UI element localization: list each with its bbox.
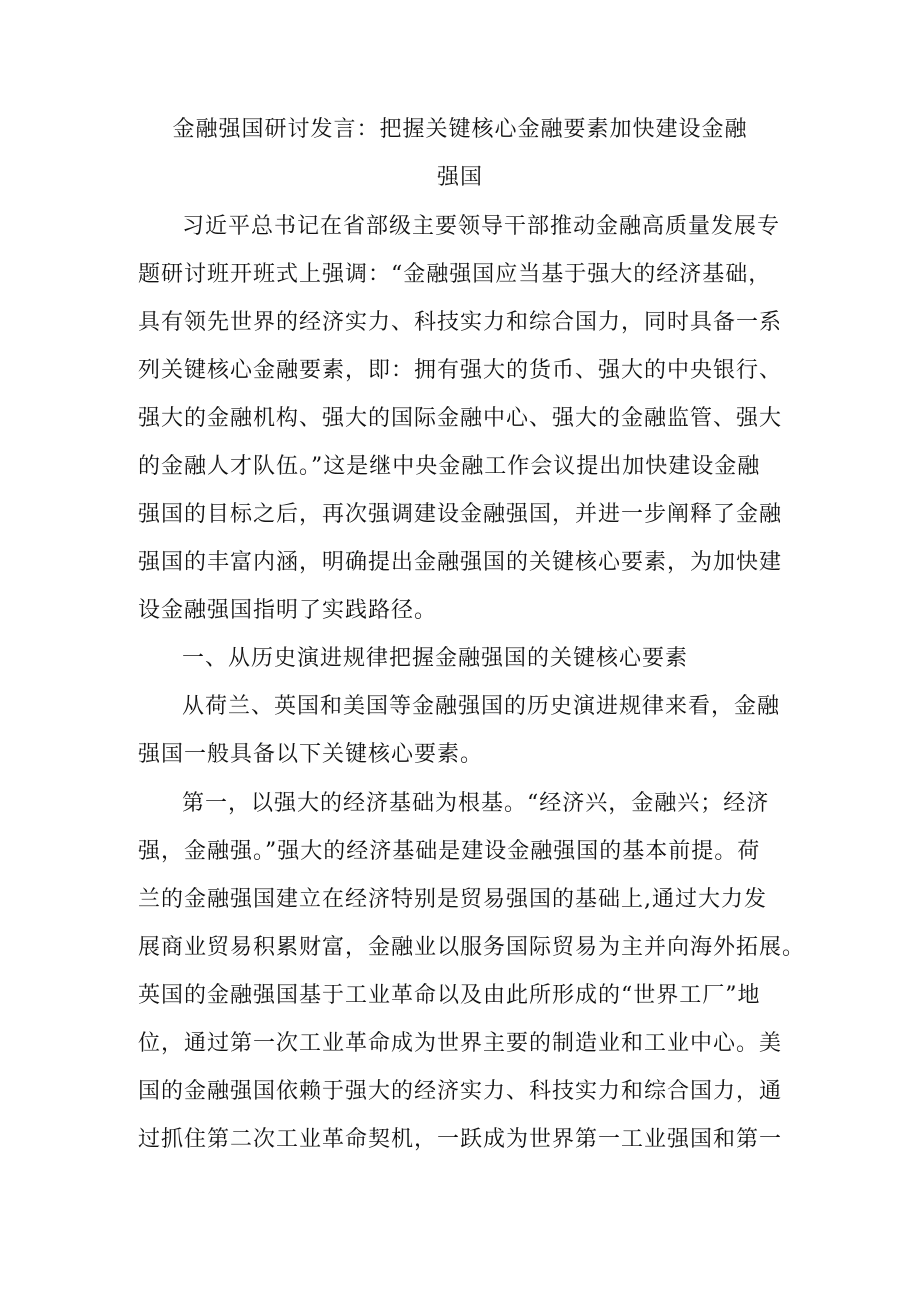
paragraph-1-line-4: 列关键核心金融要素，即：拥有强大的货币、强大的中央银行、 [138, 358, 783, 383]
paragraph-3-line-7: 国的金融强国依赖于强大的经济实力、科技实力和综合国力，通 [138, 1079, 783, 1104]
paragraph-1-line-9: 设金融强国指明了实践路径。 [138, 598, 438, 623]
paragraph-1-line-2: 题研讨班开班式上强调：“金融强国应当基于强大的经济基础， [138, 262, 772, 287]
paragraph-3-line-3: 兰的金融强国建立在经济特别是贸易强国的基础上,通过大力发 [138, 887, 767, 912]
paragraph-1-line-6: 的金融人才队伍。”这是继中央金融工作会议提出加快建设金融 [138, 454, 761, 479]
paragraph-2-line-1: 从荷兰、英国和美国等金融强国的历史演进规律来看，金融 [182, 694, 781, 719]
paragraph-1-line-3: 具有领先世界的经济实力、科技实力和综合国力，同时具备一系 [138, 310, 783, 335]
paragraph-3-line-8: 过抓住第二次工业革命契机，一跃成为世界第一工业强国和第一 [138, 1127, 783, 1152]
paragraph-1-line-5: 强大的金融机构、强大的国际金融中心、强大的金融监管、强大 [138, 406, 783, 431]
paragraph-3-line-1: 第一，以强大的经济基础为根基。“经济兴，金融兴；经济 [182, 791, 770, 816]
paragraph-2-line-2: 强国一般具备以下关键核心要素。 [138, 742, 484, 767]
paragraph-1-line-8: 强国的丰富内涵，明确提出金融强国的关键核心要素，为加快建 [138, 550, 783, 575]
paragraph-3-line-5: 英国的金融强国基于工业革命以及由此所形成的“世界工厂”地 [138, 983, 761, 1008]
paragraph-3-line-6: 位，通过第一次工业革命成为世界主要的制造业和工业中心。美 [138, 1031, 783, 1056]
document-title-line-2: 强国 [436, 165, 483, 190]
section-heading-1: 一、从历史演进规律把握金融强国的关键核心要素 [182, 646, 689, 671]
paragraph-1-line-7: 强国的目标之后，再次强调建设金融强国，并进一步阐释了金融 [138, 502, 783, 527]
paragraph-3-line-2: 强，金融强。”强大的经济基础是建设金融强国的基本前提。荷 [138, 839, 761, 864]
paragraph-1-line-1: 习近平总书记在省部级主要领导干部推动金融高质量发展专 [182, 214, 781, 239]
document-title-line-1: 金融强国研讨发言：把握关键核心金融要素加快建设金融 [172, 117, 748, 142]
paragraph-3-line-4: 展商业贸易积累财富，金融业以服务国际贸易为主并向海外拓展。 [138, 935, 806, 960]
